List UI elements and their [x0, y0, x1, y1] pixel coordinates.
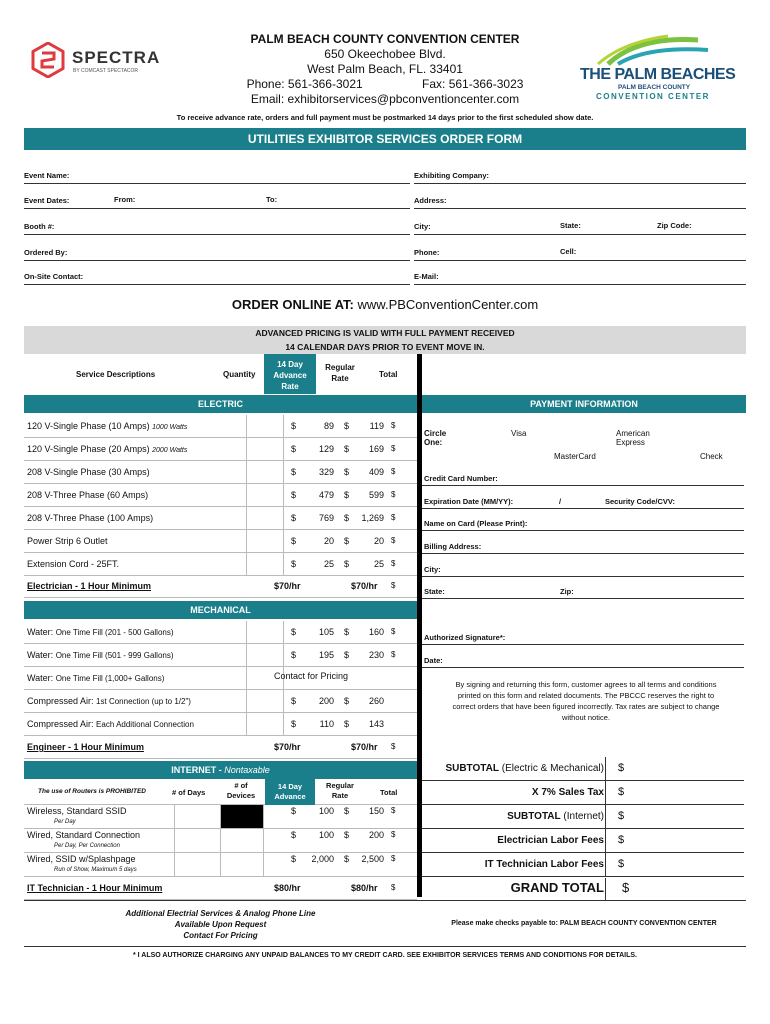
venue-address1: 650 Okeechobee Blvd.: [324, 47, 446, 61]
internet-service: Wired, SSID w/Splashpage: [27, 854, 136, 864]
booth-field[interactable]: Booth #:: [24, 221, 410, 235]
form-title: UTILITIES EXHIBITOR SERVICES ORDER FORM: [24, 128, 746, 150]
labor-minimum-row: [24, 877, 417, 900]
col-internet-advance: 14 Day Advance: [265, 779, 315, 805]
total-cell[interactable]: $: [391, 490, 396, 499]
summary-label: X 7% Sales Tax: [531, 787, 604, 798]
summary-amount[interactable]: $: [618, 762, 625, 774]
service-description: Compressed Air: Each Additional Connection: [27, 719, 194, 729]
quantity-input[interactable]: [246, 484, 284, 506]
table-row: [24, 484, 417, 507]
expiration-field[interactable]: Expiration Date (MM/YY): / Security Code/CVV:: [422, 497, 744, 509]
advance-rate: 105: [318, 627, 334, 637]
palm-beaches-logo: [578, 34, 736, 104]
advance-notice: To receive advance rate, orders and full payment must be postmarked 14 days prior to the first scheduled show date.: [176, 113, 594, 122]
payment-header: PAYMENT INFORMATION: [422, 395, 746, 413]
summary-label: IT Technician Labor Fees: [484, 859, 604, 870]
labor-regular-rate: $70/hr: [351, 742, 378, 752]
advance-currency: $: [291, 444, 297, 454]
service-description: Water: One Time Fill (1,000+ Gallons): [27, 673, 165, 683]
days-input[interactable]: [174, 829, 220, 852]
labor-regular-rate: $70/hr: [351, 581, 378, 591]
total-cell[interactable]: $: [391, 513, 396, 522]
col-internet-total: Total: [380, 788, 398, 797]
labor-advance-rate: $70/hr: [274, 742, 301, 752]
spectra-logo: [30, 42, 170, 82]
advance-rate: 20: [323, 536, 334, 546]
grand-total-row: [422, 878, 744, 900]
advance-currency: $: [291, 696, 297, 706]
signature-field[interactable]: Authorized Signature*:: [422, 633, 744, 645]
option-check[interactable]: Check: [700, 452, 723, 461]
regular-currency: $: [344, 854, 350, 864]
advance-currency: $: [291, 490, 297, 500]
total-cell[interactable]: $: [391, 806, 396, 815]
service-description: 120 V-Single Phase (20 Amps) 2000 Watts: [27, 444, 188, 454]
advance-rate: 100: [318, 830, 334, 840]
summary-row: [422, 829, 744, 853]
credit-card-number-field[interactable]: Credit Card Number:: [422, 474, 744, 486]
palm-leaf-icon: [578, 34, 723, 66]
contact-for-pricing: Contact for Pricing: [274, 671, 349, 681]
advanced-pricing-note: ADVANCED PRICING IS VALID WITH FULL PAYMENT RECEIVED 14 CALENDAR DAYS PRIOR TO EVENT MOVE IN.: [24, 326, 746, 354]
service-description: Water: One Time Fill (501 - 999 Gallons): [27, 650, 174, 660]
venue-phone: Phone: 561-366-3021: [246, 77, 363, 91]
table-row: [24, 621, 417, 644]
regular-currency: $: [344, 806, 350, 816]
labor-minimum-label: IT Technician - 1 Hour Minimum: [27, 883, 163, 893]
quantity-input[interactable]: [246, 690, 284, 712]
spectra-sub: BY COMCAST SPECTACOR: [73, 68, 139, 74]
regular-rate: 150: [368, 806, 384, 816]
total-cell[interactable]: $: [391, 444, 396, 453]
service-description: 208 V-Three Phase (100 Amps): [27, 513, 154, 523]
regular-rate: 20: [373, 536, 384, 546]
regular-currency: $: [344, 696, 350, 706]
advance-currency: $: [291, 513, 297, 523]
table-row: [24, 553, 417, 576]
total-cell[interactable]: $: [391, 830, 396, 839]
additional-services: Additional Electrial Services & Analog Phone Line Available Upon Request Contact For Pricing: [125, 909, 316, 940]
billing-address-field[interactable]: Billing Address:: [422, 542, 744, 554]
internet-service-sub: Per Day, Per Connection: [54, 843, 120, 849]
summary-label: SUBTOTAL (Electric & Mechanical): [445, 763, 604, 774]
order-online-label: ORDER ONLINE AT:: [231, 297, 354, 312]
phone-cell-field[interactable]: Phone: Cell:: [414, 247, 746, 261]
summary-sep: [605, 757, 606, 781]
service-description: Extension Cord - 25FT.: [27, 559, 120, 569]
summary-amount[interactable]: $: [618, 786, 625, 798]
table-row: [24, 829, 417, 853]
date-field[interactable]: Date:: [422, 656, 744, 668]
summary-sep: [605, 853, 606, 877]
service-description: 120 V-Single Phase (10 Amps) 1000 Watts: [27, 421, 188, 431]
regular-rate: 230: [368, 650, 384, 660]
advance-currency: $: [291, 650, 297, 660]
regular-rate: 119: [369, 421, 384, 431]
quantity-input[interactable]: [246, 621, 284, 643]
quantity-input[interactable]: [246, 530, 284, 552]
regular-currency: $: [344, 513, 350, 523]
days-input[interactable]: [174, 805, 220, 828]
grand-total-currency: $: [622, 880, 630, 895]
grand-total-label: GRAND TOTAL: [510, 880, 604, 895]
total-cell[interactable]: $: [391, 883, 396, 892]
advance-rate: 769: [318, 513, 334, 523]
service-description: 208 V-Single Phase (30 Amps): [27, 467, 150, 477]
summary-sep: [605, 829, 606, 853]
advance-currency: $: [291, 854, 297, 864]
regular-rate: 1,269: [361, 513, 384, 523]
advance-currency: $: [291, 830, 297, 840]
table-row: [24, 713, 417, 736]
advance-rate: 329: [318, 467, 334, 477]
table-row: [24, 805, 417, 829]
ordered-by-field[interactable]: Ordered By:: [24, 247, 410, 261]
internet-service-sub: Run of Show, Maximum 5 days: [54, 867, 137, 873]
exhibiting-company-field[interactable]: Exhibiting Company:: [414, 170, 746, 184]
electric-header: ELECTRIC: [24, 395, 417, 413]
total-cell[interactable]: $: [391, 627, 396, 636]
col-quantity: Quantity: [223, 370, 256, 379]
city-state-zip-field[interactable]: City: State: Zip Code:: [414, 221, 746, 235]
venue-name: PALM BEACH COUNTY CONVENTION CENTER: [250, 32, 520, 46]
order-online-url[interactable]: www.PBConventionCenter.com: [357, 297, 539, 312]
summary-sep: [605, 805, 606, 829]
advance-rate: 89: [323, 421, 334, 431]
name-on-card-field[interactable]: Name on Card (Please Print):: [422, 519, 744, 531]
quantity-input[interactable]: [246, 713, 284, 735]
palm-logo-title: THE PALM BEACHES: [580, 66, 736, 83]
table-row: [24, 438, 417, 461]
table-row: [24, 461, 417, 484]
summary-row: [422, 757, 744, 781]
advance-rate: 100: [318, 806, 334, 816]
advance-currency: $: [291, 719, 297, 729]
summary-row: [422, 853, 744, 877]
regular-currency: $: [344, 719, 350, 729]
internet-header: INTERNET - Nontaxable: [24, 761, 417, 779]
palm-logo-sub1: PALM BEACH COUNTY: [618, 84, 691, 91]
venue-fax: Fax: 561-366-3023: [422, 77, 524, 91]
table-row: [24, 853, 417, 877]
summary-row: [422, 781, 744, 805]
total-cell[interactable]: $: [391, 559, 396, 568]
col-devices: # of Devices: [226, 781, 256, 800]
total-cell[interactable]: $: [391, 536, 396, 545]
labor-minimum-label: Electrician - 1 Hour Minimum: [27, 581, 152, 591]
address-field[interactable]: Address:: [414, 195, 746, 209]
spectra-name: SPECTRA: [72, 48, 161, 67]
regular-currency: $: [344, 627, 350, 637]
internet-service: Wireless, Standard SSID: [27, 806, 127, 816]
footer-rule-2: [24, 946, 746, 947]
summary-label: SUBTOTAL (Internet): [507, 811, 604, 822]
summary-label: Electrician Labor Fees: [497, 835, 604, 846]
table-row: [24, 667, 417, 690]
option-mastercard[interactable]: MasterCard: [554, 452, 596, 461]
quantity-input[interactable]: [246, 553, 284, 575]
event-info-section: [24, 170, 746, 290]
col-days: # of Days: [172, 788, 206, 797]
venue-phone-row: [200, 77, 570, 91]
palm-logo-sub2: CONVENTION CENTER: [596, 92, 710, 101]
email-field[interactable]: E-Mail:: [414, 271, 746, 285]
service-table-header: [24, 354, 417, 394]
days-input[interactable]: [174, 853, 220, 876]
internet-service: Wired, Standard Connection: [27, 830, 141, 840]
table-row: [24, 415, 417, 438]
regular-currency: $: [344, 559, 350, 569]
labor-minimum-label: Engineer - 1 Hour Minimum: [27, 742, 145, 752]
authorize-note: * I ALSO AUTHORIZE CHARGING ANY UNPAID BALANCES TO MY CREDIT CARD. SEE EXHIBITOR SERVICES TERMS AND CONDITIONS FOR DETAILS.: [132, 952, 638, 959]
advance-rate: 200: [318, 696, 334, 706]
summary-amount[interactable]: $: [618, 810, 625, 822]
total-cell[interactable]: $: [391, 581, 396, 590]
quantity-input[interactable]: [246, 438, 284, 460]
terms-text: By signing and returning this form, customer agrees to all terms and conditions printed on this form and related documents. The PBCCC reserves the right to correct orders that have been figured incorrectly. Tax rates are subject to change without notice.: [452, 680, 720, 722]
regular-currency: $: [344, 830, 350, 840]
labor-minimum-row: [24, 575, 417, 598]
summary-sep: [605, 781, 606, 805]
footer-rule: [24, 900, 746, 901]
regular-rate: 200: [368, 830, 384, 840]
summary-amount[interactable]: $: [618, 858, 625, 870]
labor-minimum-row: [24, 736, 417, 759]
regular-currency: $: [344, 467, 350, 477]
regular-rate: 25: [373, 559, 384, 569]
col-regular: Regular Rate: [325, 363, 355, 383]
total-cell[interactable]: $: [391, 421, 396, 430]
labor-regular-rate: $80/hr: [351, 883, 378, 893]
table-row: [24, 530, 417, 553]
spectra-mark-icon: [30, 42, 66, 78]
event-name-field[interactable]: Event Name:: [24, 170, 410, 184]
internet-table-header: [24, 779, 417, 805]
circle-one-label: Circle One:: [424, 429, 447, 447]
quantity-input[interactable]: [246, 461, 284, 483]
table-row: [24, 507, 417, 530]
advance-rate: 2,000: [311, 854, 334, 864]
regular-rate: 599: [368, 490, 384, 500]
advance-currency: $: [291, 627, 297, 637]
option-amex[interactable]: American Express: [616, 429, 650, 447]
col-service: Service Descriptions: [76, 370, 156, 379]
checks-payable: Please make checks payable to: PALM BEACH COUNTY CONVENTION CENTER: [451, 920, 717, 927]
labor-advance-rate: $80/hr: [274, 883, 301, 893]
advance-rate: 129: [318, 444, 334, 454]
advance-rate: 479: [318, 490, 334, 500]
regular-rate: 260: [368, 696, 384, 706]
devices-input[interactable]: [220, 805, 264, 828]
venue-header: [200, 32, 570, 106]
advance-rate: 195: [318, 650, 334, 660]
regular-currency: $: [344, 536, 350, 546]
advance-currency: $: [291, 421, 297, 431]
quantity-input[interactable]: [246, 415, 284, 437]
col-internet-regular: Regular Rate: [326, 781, 354, 800]
regular-currency: $: [344, 490, 350, 500]
regular-currency: $: [344, 421, 350, 431]
total-cell[interactable]: $: [391, 467, 396, 476]
regular-rate: 160: [368, 627, 384, 637]
billing-city-field[interactable]: City:: [422, 565, 744, 577]
onsite-contact-field[interactable]: On-Site Contact:: [24, 271, 410, 285]
venue-address2: West Palm Beach, FL. 33401: [307, 62, 463, 76]
devices-input[interactable]: [220, 853, 264, 876]
event-dates-field[interactable]: Event Dates: From: To:: [24, 195, 410, 209]
service-description: Power Strip 6 Outlet: [27, 536, 108, 546]
advance-currency: $: [291, 467, 297, 477]
regular-currency: $: [344, 444, 350, 454]
regular-rate: 169: [368, 444, 384, 454]
service-description: Compressed Air: 1st Connection (up to 1/2"): [27, 696, 191, 706]
advance-currency: $: [291, 559, 297, 569]
service-description: Water: One Time Fill (201 - 500 Gallons): [27, 627, 174, 637]
advance-rate: 110: [319, 719, 334, 729]
col-total: Total: [379, 370, 398, 379]
quantity-input[interactable]: [246, 507, 284, 529]
table-row: [24, 690, 417, 713]
grand-total-sep: [605, 878, 606, 900]
devices-input[interactable]: [220, 829, 264, 852]
venue-email[interactable]: Email: exhibitorservices@pbconventioncenter.com: [250, 92, 520, 106]
total-cell[interactable]: $: [391, 742, 396, 751]
col-routers: The use of Routers is PROHIBITED: [38, 788, 146, 795]
table-row: [24, 644, 417, 667]
service-description: 208 V-Three Phase (60 Amps): [27, 490, 149, 500]
regular-rate: 143: [368, 719, 384, 729]
option-visa[interactable]: Visa: [511, 429, 527, 438]
advance-rate: 25: [323, 559, 334, 569]
summary-amount[interactable]: $: [618, 834, 625, 846]
regular-rate: 409: [368, 467, 384, 477]
total-cell[interactable]: $: [391, 650, 396, 659]
order-online: [0, 297, 770, 312]
col-advance: 14 Day Advance Rate: [264, 354, 316, 394]
billing-state-zip-field[interactable]: State: Zip:: [422, 587, 744, 599]
advance-currency: $: [291, 806, 297, 816]
mechanical-header: MECHANICAL: [24, 601, 417, 619]
advance-currency: $: [291, 536, 297, 546]
labor-advance-rate: $70/hr: [274, 581, 301, 591]
quantity-input[interactable]: [246, 644, 284, 666]
regular-rate: 2,500: [361, 854, 384, 864]
internet-service-sub: Per Day: [54, 819, 76, 825]
summary-row: [422, 805, 744, 829]
regular-currency: $: [344, 650, 350, 660]
total-cell[interactable]: $: [391, 854, 396, 863]
